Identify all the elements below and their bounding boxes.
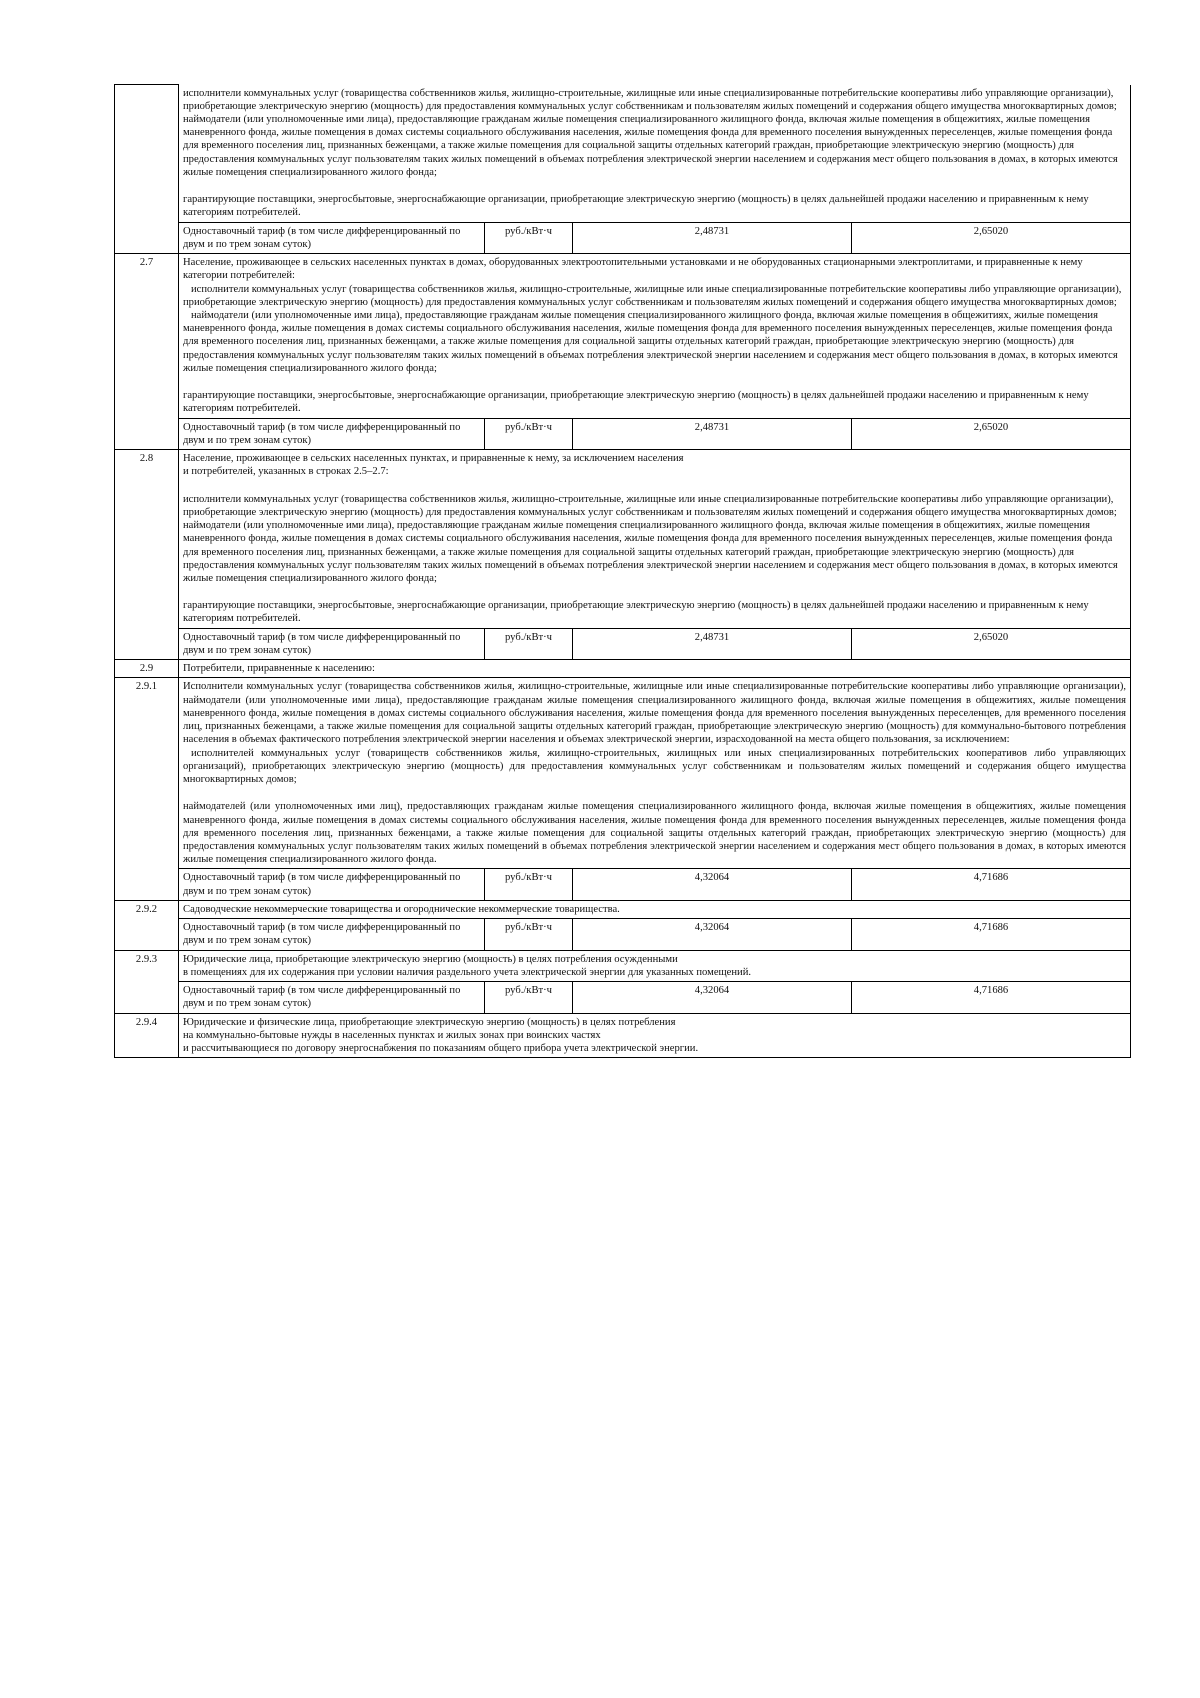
- row-description: [179, 85, 1131, 223]
- description-item: на коммунально-бытовые нужды в населенных пунктах и жилых зонах при воинских частях: [183, 1029, 601, 1041]
- tariff-row: [115, 418, 1131, 449]
- description-item: в помещениях для их содержания при условии наличия раздельного учета электрической энергии для указанных помещений.: [183, 966, 752, 978]
- tariff-value-1: 4,32064: [573, 869, 852, 900]
- tariff-row: [115, 222, 1131, 253]
- tariff-unit: руб./кВт·ч: [485, 982, 573, 1013]
- description-item: Юридические и физические лица, приобретающие электрическую энергию (мощность) в целях потребления: [183, 1016, 676, 1028]
- description-item: наймодателей (или уполномоченных ими лиц), предоставляющих гражданам жилые помещения специализированного жилищного фонда, включая жилые помещения в общежитиях, жилые помещения маневренного фонда, жилые помещения в домах системы социального обслуживания населения, жилые помещения фонда для временного поселения вынужденных переселенцев, жилые помещения фонда для временного поселения лиц, признанных беженцами, а также жилые помещения для социальной защиты отдельных категорий граждан, приобретающих электрическую энергию (мощность) для предоставления коммунальных услуг пользователям таких жилых помещений в объемах потребления электрической энергии населением и содержания мест общего пользования в домах, в которых имеются жилые помещения специализированного жилого фонда.: [183, 801, 1127, 866]
- row-number: 2.9.2: [115, 900, 179, 950]
- tariff-value-2: 4,71686: [852, 869, 1131, 900]
- description-item: Исполнители коммунальных услуг (товарищества собственников жилья, жилищно-строительные, жилищные или иные специализированные потребительские кооперативы либо управляющие организации), наймодатели (или уполномоченные ими лица), предоставляющие гражданам жилые помещения специализированного жилищного фонда, включая жилые помещения в общежитиях, жилые помещения маневренного фонда, жилые помещения в домах системы социального обслуживания населения, жилые помещения фонда для временного поселения вынужденных переселенцев, для временного поселения лиц, признанных беженцами, а также жилые помещения для социальной защиты отдельных категорий граждан, приобретающие электрическую энергию (мощность) для коммунально-бытового потребления населения в объемах фактического потребления электрической энергии населения и объемах электрической энергии, израсходованной на места общего пользования, за исключением:: [183, 681, 1127, 746]
- tariff-unit: руб./кВт·ч: [485, 418, 573, 449]
- tariff-value-2: 4,71686: [852, 982, 1131, 1013]
- description-item: Население, проживающее в сельских населенных пунктах, и приравненные к нему, за исключением населения: [183, 453, 684, 465]
- description-item: гарантирующие поставщики, энергосбытовые, энергоснабжающие организации, приобретающие электрическую энергию (мощность) в целях дальнейшей продажи населению и приравненным к нему категориям потребителей.: [183, 600, 1089, 625]
- description-item: исполнителей коммунальных услуг (товариществ собственников жилья, жилищно-строительных, жилищных или иных специализированных потребительских кооперативов либо управляющих организаций), приобретающих электрическую энергию (мощность) для предоставления коммунальных услуг собственникам и пользователям жилых помещений и содержания общего имущества многоквартирных домов;: [183, 747, 1127, 786]
- description-item: Население, проживающее в сельских населенных пунктах в домах, оборудованных электроотопительными установками и не оборудованных стационарными электроплитами, и приравненные к нему категории потребителей:: [183, 257, 1083, 282]
- tariff-label: Одноставочный тариф (в том числе дифференцированный по двум и по трем зонам суток): [179, 869, 485, 900]
- document-page: [114, 84, 1130, 1058]
- description-item: и потребителей, указанных в строках 2.5–2.7:: [183, 466, 389, 478]
- tariff-label: Одноставочный тариф (в том числе дифференцированный по двум и по трем зонам суток): [179, 982, 485, 1013]
- tariff-row: [115, 982, 1131, 1013]
- row-number: 2.9: [115, 660, 179, 678]
- tariff-value-2: 2,65020: [852, 418, 1131, 449]
- row-number: 2.9.1: [115, 678, 179, 901]
- row-number: 2.8: [115, 450, 179, 660]
- row-description: [179, 678, 1131, 869]
- tariff-value-2: 2,65020: [852, 222, 1131, 253]
- tariff-unit: руб./кВт·ч: [485, 869, 573, 900]
- tariff-unit: руб./кВт·ч: [485, 919, 573, 950]
- row-description: [179, 254, 1131, 419]
- description-item: Юридические лица, приобретающие электрическую энергию (мощность) в целях потребления осужденными: [183, 953, 678, 965]
- tariff-value-2: 4,71686: [852, 919, 1131, 950]
- tariff-label: Одноставочный тариф (в том числе дифференцированный по двум и по трем зонам суток): [179, 418, 485, 449]
- tariff-row: [115, 628, 1131, 659]
- description-item: наймодатели (или уполномоченные ими лица), предоставляющие гражданам жилые помещения специализированного жилищного фонда, включая жилые помещения в общежитиях, жилые помещения маневренного фонда, жилые помещения в домах системы социального обслуживания населения, жилые помещения фонда для временного поселения вынужденных переселенцев, жилые помещения фонда для временного поселения лиц, признанных беженцами, а также жилые помещения для социальной защиты отдельных категорий граждан, приобретающие электрическую энергию (мощность) для предоставления коммунальных услуг пользователям таких жилых помещений в объемах потребления электрической энергии населением и содержания мест общего пользования в домах, в которых имеются жилые помещения специализированного жилого фонда;: [183, 113, 1118, 178]
- row-description: [179, 1013, 1131, 1058]
- tariff-row: [115, 919, 1131, 950]
- description-item: гарантирующие поставщики, энергосбытовые, энергоснабжающие организации, приобретающие электрическую энергию (мощность) в целях дальнейшей продажи населению и приравненным к нему категориям потребителей.: [183, 194, 1089, 219]
- row-description: [179, 950, 1131, 981]
- row-number: 2.9.3: [115, 950, 179, 1013]
- row-description: [179, 450, 1131, 629]
- tariff-unit: руб./кВт·ч: [485, 222, 573, 253]
- tariff-table: [114, 84, 1131, 1058]
- tariff-value-1: 2,48731: [573, 418, 852, 449]
- row-number: 2.7: [115, 254, 179, 450]
- tariff-unit: руб./кВт·ч: [485, 628, 573, 659]
- row-number: [115, 85, 179, 254]
- tariff-value-1: 2,48731: [573, 628, 852, 659]
- description-item: наймодатели (или уполномоченные ими лица), предоставляющие гражданам жилые помещения специализированного жилищного фонда, включая жилые помещения в общежитиях, жилые помещения маневренного фонда, жилые помещения в домах системы социального обслуживания населения, жилые помещения фонда для временного поселения вынужденных переселенцев, жилые помещения фонда для временного поселения лиц, признанных беженцами, а также жилые помещения для социальной защиты отдельных категорий граждан, приобретающие электрическую энергию (мощность) для предоставления коммунальных услуг пользователям таких жилых помещений в объемах потребления электрической энергии населением и содержания мест общего пользования в домах, в которых имеются жилые помещения специализированного жилого фонда;: [183, 520, 1118, 584]
- description-item: и рассчитывающиеся по договору энергоснабжения по показаниям общего прибора учета электрической энергии.: [183, 1043, 699, 1055]
- tariff-value-2: 2,65020: [852, 628, 1131, 659]
- description-item: исполнители коммунальных услуг (товарищества собственников жилья, жилищно-строительные, жилищные или иные специализированные потребительские кооперативы либо управляющие организации), приобретающие электрическую энергию (мощность) для предоставления коммунальных услуг собственникам и пользователям жилых помещений и содержания общего имущества многоквартирных домов;: [183, 283, 1122, 308]
- tariff-label: Одноставочный тариф (в том числе дифференцированный по двум и по трем зонам суток): [179, 628, 485, 659]
- tariff-value-1: 2,48731: [573, 222, 852, 253]
- tariff-value-1: 4,32064: [573, 919, 852, 950]
- description-item: исполнители коммунальных услуг (товарищества собственников жилья, жилищно-строительные, жилищные или иные специализированные потребительские кооперативы либо управляющие организации), приобретающие электрическую энергию (мощность) для предоставления коммунальных услуг собственникам и пользователям жилых помещений и содержания общего имущества многоквартирных домов;: [183, 87, 1117, 112]
- description-item: наймодатели (или уполномоченные ими лица), предоставляющие гражданам жилые помещения специализированного жилищного фонда, включая жилые помещения в общежитиях, жилые помещения маневренного фонда, жилые помещения в домах системы социального обслуживания населения, жилые помещения фонда для временного поселения вынужденных переселенцев, жилые помещения фонда для временного поселения лиц, признанных беженцами, а также жилые помещения для социальной защиты отдельных категорий граждан, приобретающие электрическую энергию (мощность) для предоставления коммунальных услуг пользователям таких жилых помещений в объемах потребления электрической энергии населением и содержания мест общего пользования в домах, в которых имеются жилые помещения специализированного жилого фонда;: [183, 310, 1118, 374]
- tariff-value-1: 4,32064: [573, 982, 852, 1013]
- tariff-label: Одноставочный тариф (в том числе дифференцированный по двум и по трем зонам суток): [179, 919, 485, 950]
- row-number: 2.9.4: [115, 1013, 179, 1058]
- row-description: Потребители, приравненные к населению:: [179, 660, 1131, 678]
- tariff-label: Одноставочный тариф (в том числе дифференцированный по двум и по трем зонам суток): [179, 222, 485, 253]
- description-item: гарантирующие поставщики, энергосбытовые, энергоснабжающие организации, приобретающие электрическую энергию (мощность) в целях дальнейшей продажи населению и приравненным к нему категориям потребителей.: [183, 390, 1089, 415]
- row-description: Садоводческие некоммерческие товарищества и огороднические некоммерческие товарищества.: [179, 900, 1131, 918]
- tariff-row: [115, 869, 1131, 900]
- description-item: исполнители коммунальных услуг (товарищества собственников жилья, жилищно-строительные, жилищные или иные специализированные потребительские кооперативы либо управляющие организации), приобретающие электрическую энергию (мощность) для предоставления коммунальных услуг собственникам и пользователям жилых помещений и содержания общего имущества многоквартирных домов;: [183, 493, 1117, 518]
